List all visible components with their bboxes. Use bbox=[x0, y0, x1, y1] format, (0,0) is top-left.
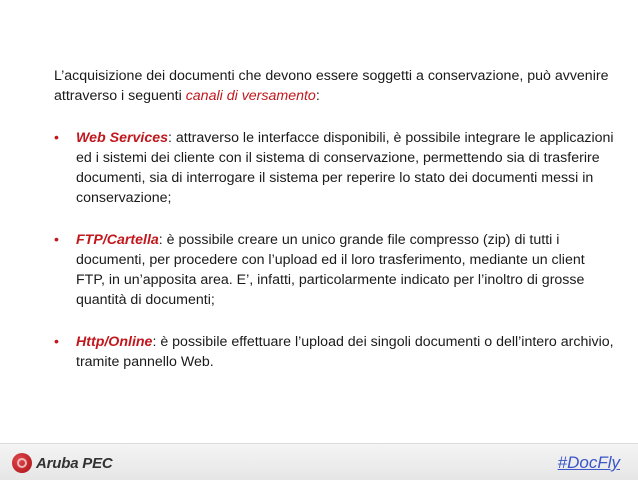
intro-text: L’acquisizione dei documenti che devono essere soggetti a conservazione, può avvenire attraverso i seguenti bbox=[54, 68, 609, 104]
aruba-pec-logo bbox=[12, 453, 113, 473]
intro-highlight: canali di versamento bbox=[185, 88, 316, 104]
bullet-text: : è possibile effettuare l’upload dei singoli documenti o dell’intero archivio, tramite pannello Web. bbox=[76, 334, 614, 370]
bullet-title: Web Services bbox=[76, 130, 169, 146]
bullet-marker: • bbox=[54, 130, 59, 146]
bullet-title: FTP/Cartella bbox=[76, 232, 159, 248]
hashtag-link[interactable]: #DocFly bbox=[557, 453, 620, 472]
logo-text: Aruba PEC bbox=[36, 454, 113, 472]
bullet-marker: • bbox=[54, 334, 59, 350]
bullet-ftp-cartella bbox=[54, 230, 614, 310]
bullet-http-online bbox=[54, 332, 614, 372]
intro-end: : bbox=[315, 88, 320, 104]
intro-paragraph bbox=[54, 66, 614, 106]
bullet-title: Http/Online bbox=[76, 334, 153, 350]
aruba-logo-icon bbox=[12, 453, 32, 473]
slide-content bbox=[54, 66, 614, 394]
footer-bar bbox=[0, 443, 638, 480]
bullet-marker: • bbox=[54, 232, 59, 248]
bullet-text: : attraverso le interfacce disponibili, è possibile integrare le applicazioni ed i sistemi dei cliente con il sistema di conservazione, permettendo sia di trasferire documenti, sia di interrogare il sistema per reperire lo stato dei documenti messi in conservazione; bbox=[76, 130, 614, 206]
bullet-web-services bbox=[54, 128, 614, 208]
bullet-text: : è possibile creare un unico grande file compresso (zip) di tutti i documenti, per procedere con l’upload ed il loro trasferimento, mediante un client FTP, in un’apposita area. E’, infatti, particolarmente indicato per l’inoltro di grosse quantità di documenti; bbox=[76, 232, 585, 308]
